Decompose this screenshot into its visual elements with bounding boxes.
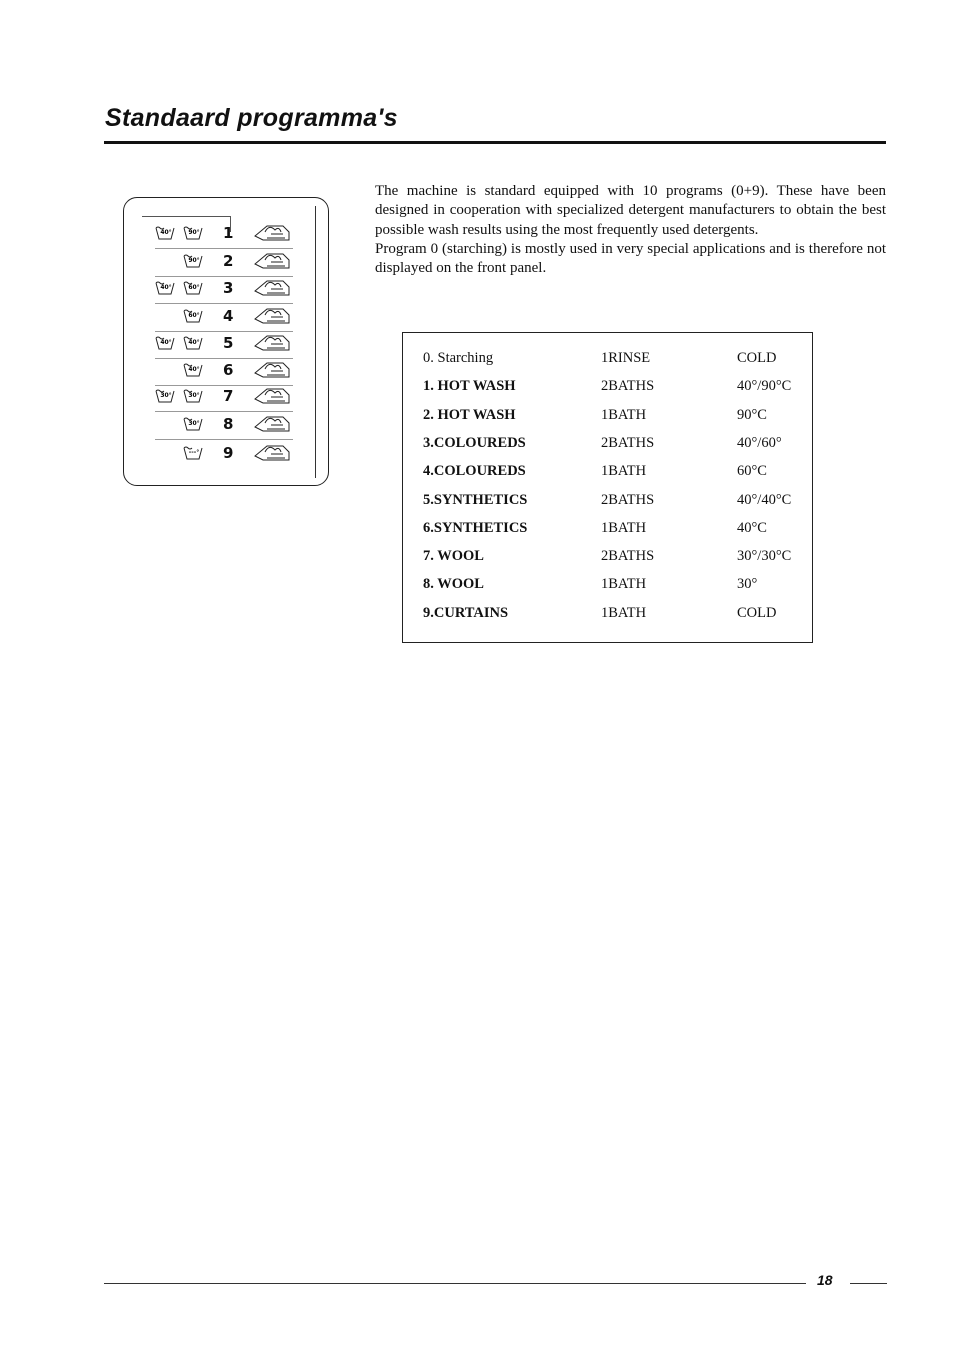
svg-text:60°: 60° [188, 312, 200, 319]
svg-text:40°: 40° [160, 284, 172, 291]
program-name: 5.SYNTHETICS [423, 491, 528, 508]
program-name: 0. Starching [423, 350, 494, 366]
panel-program-number: 3 [223, 279, 234, 297]
program-row [423, 463, 803, 483]
program-row [423, 520, 803, 540]
svg-text:30°: 30° [188, 392, 200, 399]
panel-program-number: 2 [223, 252, 234, 270]
wash-tub-icon [155, 335, 175, 351]
program-temperature: COLD [737, 350, 777, 366]
panel-program-number: 9 [223, 444, 234, 462]
wash-tub-icon [155, 225, 175, 241]
program-baths: 1BATH [601, 604, 647, 621]
program-row [423, 350, 803, 370]
hand-press-icon [253, 332, 293, 354]
svg-text:90°: 90° [188, 257, 200, 264]
panel-row-6 [155, 359, 293, 386]
program-temperature: 40°C [737, 519, 767, 536]
program-row [423, 576, 803, 596]
panel-row-divider [155, 439, 293, 440]
panel-row-5 [155, 332, 293, 359]
wash-tub-icon [183, 225, 203, 241]
program-temperature: COLD [737, 604, 777, 621]
svg-text:---°: ---° [188, 449, 200, 456]
program-baths: 2BATHS [601, 378, 655, 395]
panel-row-9 [155, 442, 293, 469]
program-row [423, 548, 803, 568]
intro-text [375, 182, 886, 278]
program-baths: 1BATH [601, 519, 647, 536]
program-name: 8. WOOL [423, 576, 484, 593]
wash-tub-icon [183, 280, 203, 296]
panel-row-divider [155, 248, 293, 249]
program-name: 9.CURTAINS [423, 604, 509, 621]
svg-text:40°: 40° [188, 339, 200, 346]
hand-press-icon [253, 359, 293, 381]
svg-text:60°: 60° [188, 284, 200, 291]
panel-program-number: 6 [223, 361, 234, 379]
panel-row-divider [155, 411, 293, 412]
program-row [423, 435, 803, 455]
program-temperature: 40°/40°C [737, 491, 792, 508]
intro-paragraph-1: The machine is standard equipped with 10 programs (0+9). These have been designed in cooperation with specialized detergent manufacturers to obtain the best possible wash results using the most frequently used detergents. [375, 183, 886, 238]
program-temperature: 30°/30°C [737, 548, 792, 565]
panel-program-number: 1 [223, 224, 234, 242]
program-baths: 1BATH [601, 576, 647, 593]
program-baths: 1RINSE [601, 350, 651, 366]
wash-tub-icon [155, 388, 175, 404]
program-baths: 2BATHS [601, 491, 655, 508]
panel-row-2 [155, 250, 293, 277]
program-row [423, 407, 803, 427]
program-temperature: 90°C [737, 406, 767, 423]
panel-edge-line [315, 206, 316, 478]
program-temperature: 40°/60° [737, 434, 782, 451]
program-name: 7. WOOL [423, 548, 484, 565]
program-table [402, 332, 813, 643]
program-name: 2. HOT WASH [423, 406, 516, 423]
svg-text:30°: 30° [160, 392, 172, 399]
program-baths: 1BATH [601, 463, 647, 480]
program-baths: 2BATHS [601, 548, 655, 565]
hand-press-icon [253, 250, 293, 272]
panel-row-divider [155, 303, 293, 304]
wash-tub-icon [183, 253, 203, 269]
program-row [423, 492, 803, 512]
page-number: 18 [817, 1272, 833, 1288]
wash-tub-icon [183, 445, 203, 461]
page-title: Standaard programma's [105, 104, 398, 132]
program-name: 6.SYNTHETICS [423, 519, 528, 536]
wash-tub-icon [155, 280, 175, 296]
wash-tub-icon [183, 308, 203, 324]
panel-program-number: 4 [223, 307, 234, 325]
svg-text:40°: 40° [160, 339, 172, 346]
program-baths: 2BATHS [601, 434, 655, 451]
front-panel-illustration [123, 197, 329, 486]
title-rule [104, 141, 886, 144]
program-temperature: 30° [737, 576, 758, 593]
footer-rule-right [850, 1283, 887, 1284]
hand-press-icon [253, 413, 293, 435]
program-name: 4.COLOUREDS [423, 463, 526, 480]
panel-top-line [142, 216, 231, 217]
svg-text:90°: 90° [188, 229, 200, 236]
hand-press-icon [253, 385, 293, 407]
panel-row-1 [155, 222, 293, 249]
svg-text:30°: 30° [188, 420, 200, 427]
program-temperature: 40°/90°C [737, 378, 792, 395]
panel-row-8 [155, 413, 293, 440]
intro-paragraph-2: Program 0 (starching) is mostly used in very special applications and is therefore not displayed on the front panel. [375, 240, 886, 277]
svg-text:40°: 40° [188, 366, 200, 373]
hand-press-icon [253, 305, 293, 327]
panel-row-4 [155, 305, 293, 332]
program-name: 1. HOT WASH [423, 378, 516, 395]
wash-tub-icon [183, 416, 203, 432]
hand-press-icon [253, 222, 293, 244]
program-name: 3.COLOUREDS [423, 434, 526, 451]
wash-tub-icon [183, 388, 203, 404]
hand-press-icon [253, 277, 293, 299]
program-temperature: 60°C [737, 463, 767, 480]
panel-program-number: 7 [223, 387, 234, 405]
svg-text:40°: 40° [160, 229, 172, 236]
program-row [423, 378, 803, 398]
footer-rule-left [104, 1283, 806, 1284]
program-baths: 1BATH [601, 406, 647, 423]
panel-program-number: 5 [223, 334, 234, 352]
wash-tub-icon [183, 362, 203, 378]
hand-press-icon [253, 442, 293, 464]
panel-row-3 [155, 277, 293, 304]
panel-program-number: 8 [223, 415, 234, 433]
panel-row-7 [155, 385, 293, 412]
program-row [423, 605, 803, 625]
wash-tub-icon [183, 335, 203, 351]
